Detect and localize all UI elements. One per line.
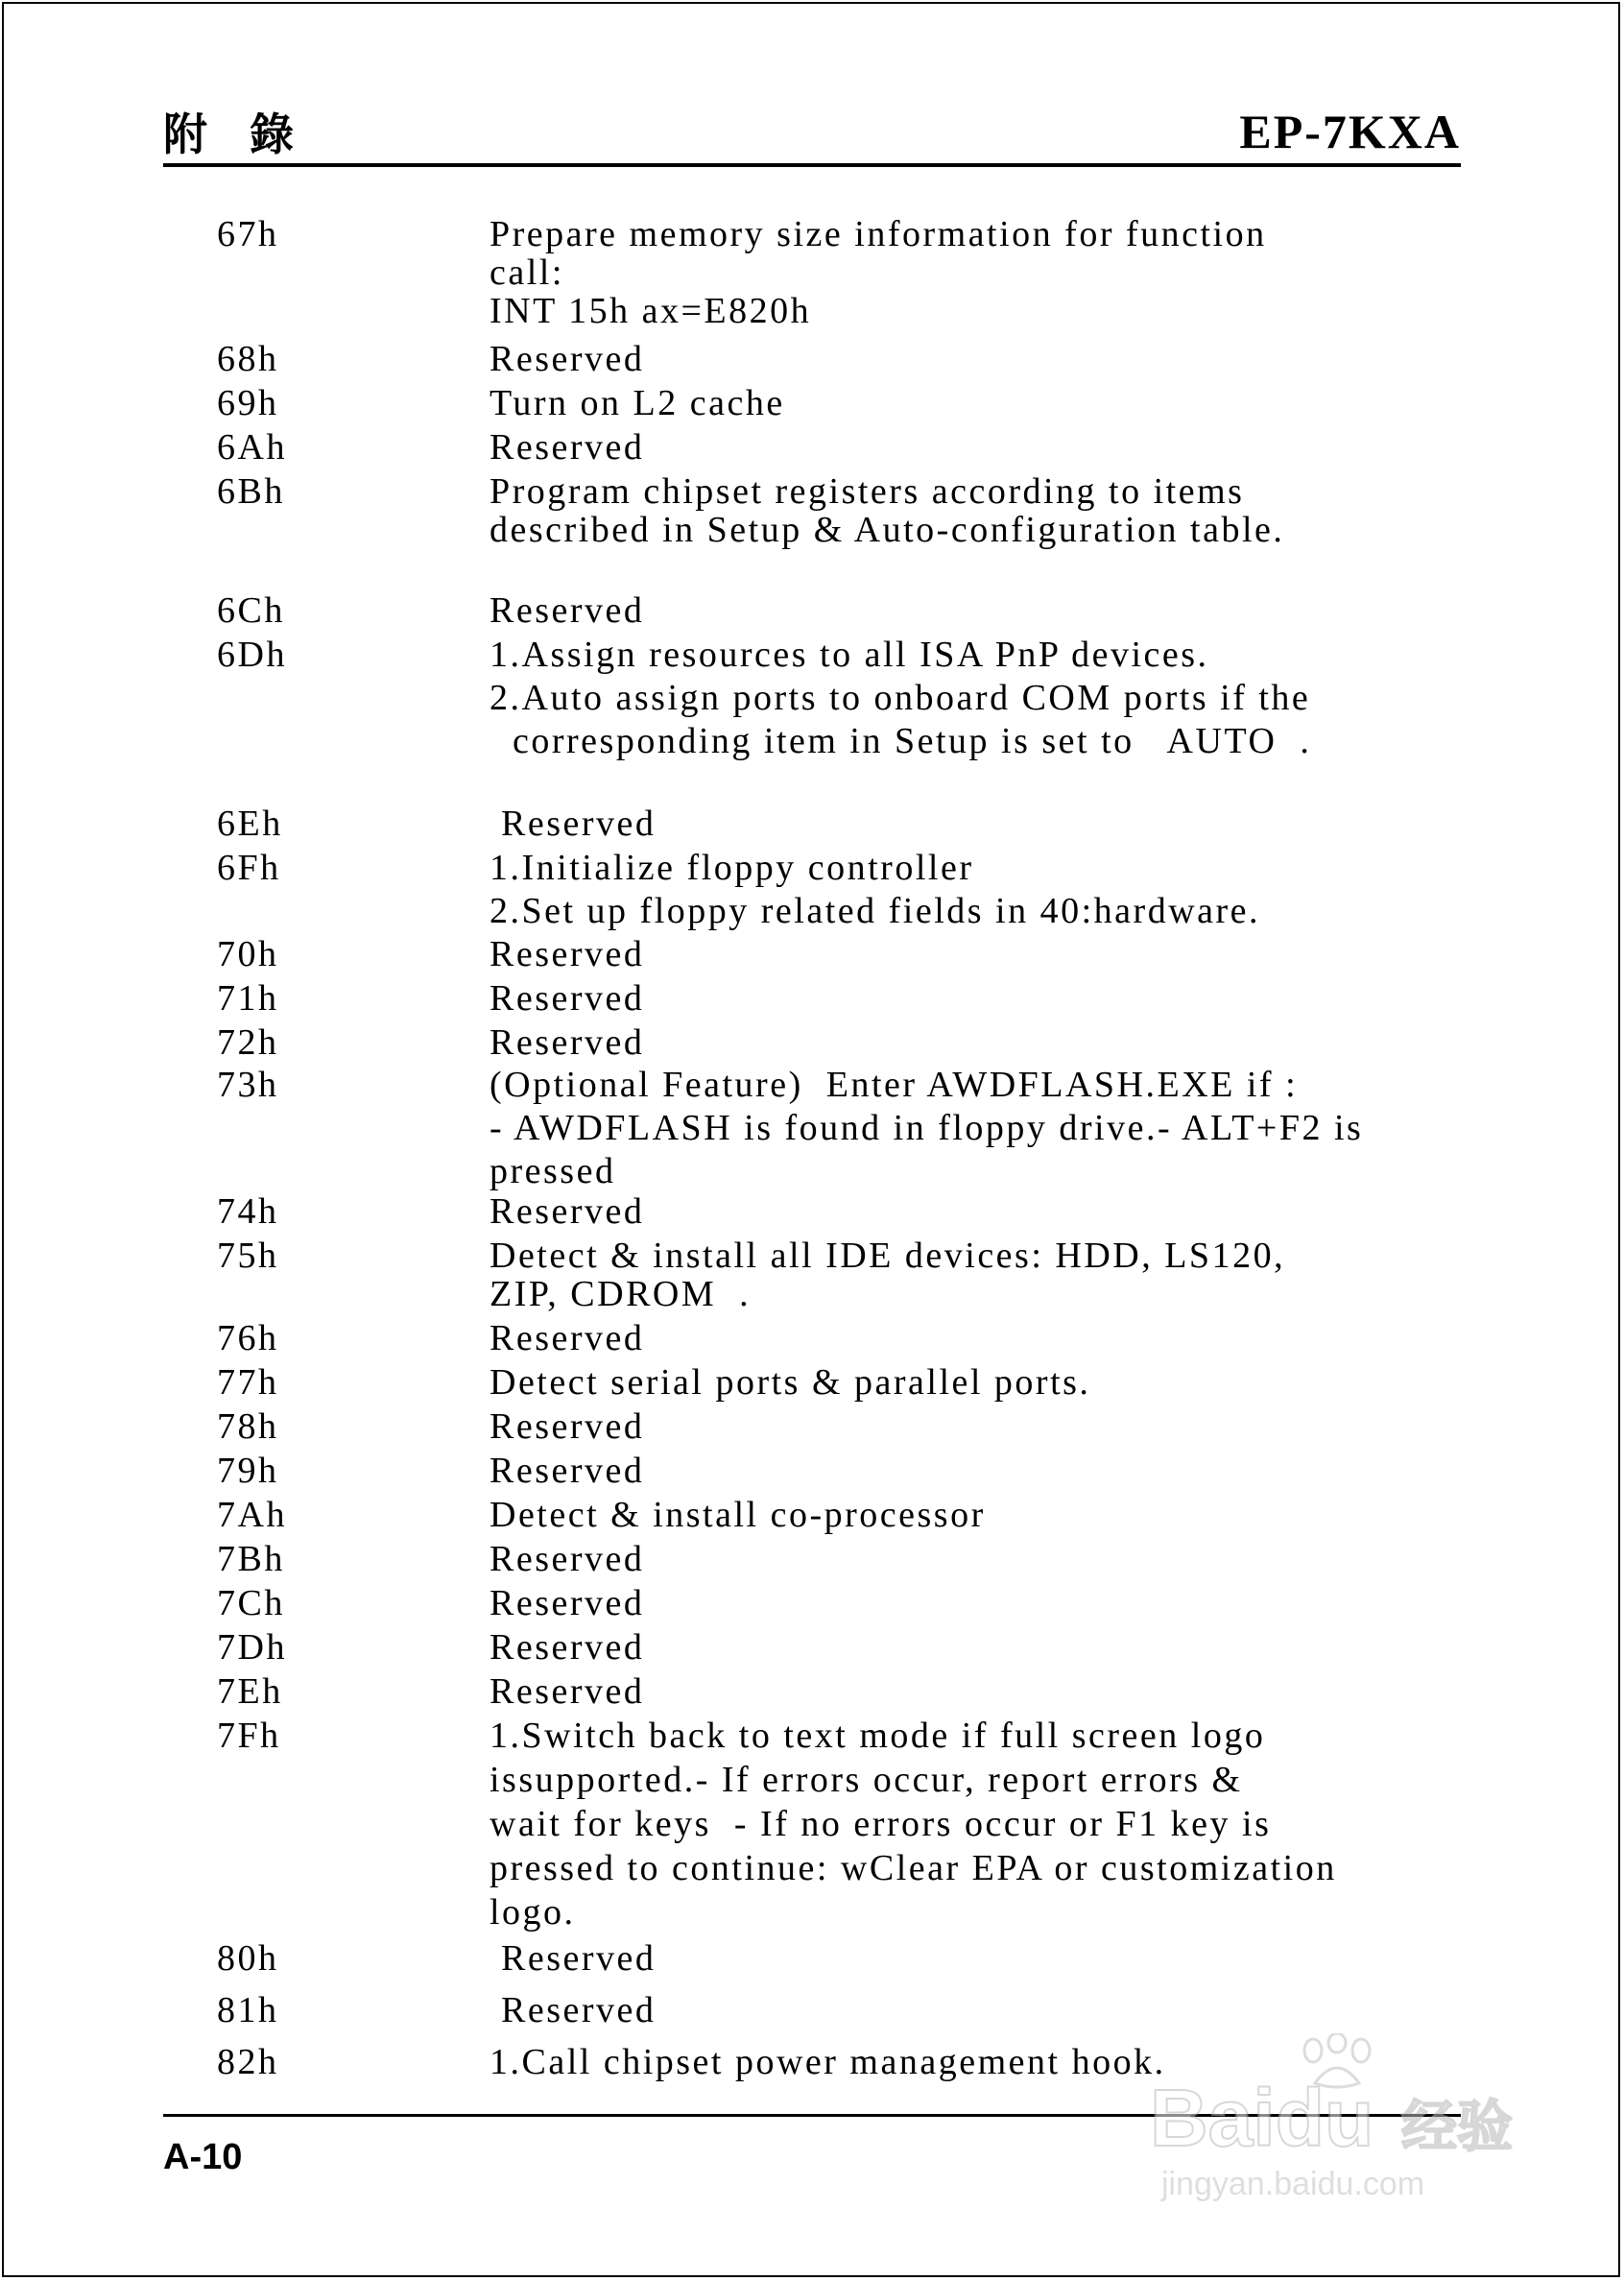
post-description-line: corresponding item in Setup is set to AUTO . — [490, 721, 1312, 761]
post-code: 7Dh — [217, 1627, 287, 1668]
post-description-line: (Optional Feature) Enter AWDFLASH.EXE if : — [490, 1065, 1299, 1105]
post-description-line: Program chipset registers according to items — [490, 471, 1245, 512]
post-description-line: Reserved — [490, 1318, 645, 1358]
post-code: 7Bh — [217, 1539, 285, 1579]
post-description-line: Reserved — [490, 1451, 645, 1491]
section-title: 附 錄 — [163, 108, 308, 160]
post-description-line: Reserved — [490, 339, 645, 379]
post-description-line: Reserved — [490, 1627, 645, 1668]
post-description-line: Reserved — [490, 1539, 645, 1579]
post-description-line: 2.Auto assign ports to onboard COM ports if the — [490, 678, 1311, 718]
post-code: 67h — [217, 214, 279, 254]
post-description-line: call: — [490, 252, 564, 293]
post-description-line: logo. — [490, 1892, 576, 1933]
post-description-line: pressed — [490, 1151, 616, 1191]
post-code: 7Ah — [217, 1495, 287, 1535]
post-description-line: Prepare memory size information for function — [490, 214, 1267, 254]
post-description-line: wait for keys - If no errors occur or F1 key is — [490, 1804, 1272, 1844]
post-code: 68h — [217, 339, 279, 379]
post-description-line: Turn on L2 cache — [490, 383, 785, 423]
post-description-line: Detect & install all IDE devices: HDD, LS120, — [490, 1236, 1286, 1276]
post-code: 79h — [217, 1451, 279, 1491]
post-code: 7Ch — [217, 1583, 285, 1623]
post-code: 6Eh — [217, 804, 283, 844]
post-description-line: issupported.- If errors occur, report errors & — [490, 1760, 1243, 1800]
post-description-line: 1.Call chipset power management hook. — [490, 2042, 1166, 2082]
post-code: 80h — [217, 1938, 279, 1979]
post-description-line: Reserved — [490, 934, 645, 974]
model-name: EP-7KXA — [1239, 105, 1461, 158]
post-code: 69h — [217, 383, 279, 423]
post-description-line: ZIP, CDROM . — [490, 1274, 752, 1314]
post-code: 76h — [217, 1318, 279, 1358]
post-code: 72h — [217, 1022, 279, 1063]
post-description-line: Reserved — [490, 1938, 657, 1979]
post-code: 70h — [217, 934, 279, 974]
post-description-line: INT 15h ax=E820h — [490, 291, 812, 331]
post-code: 71h — [217, 978, 279, 1019]
post-description-line: Reserved — [490, 590, 645, 631]
post-code: 78h — [217, 1406, 279, 1447]
post-code: 6Bh — [217, 471, 285, 512]
watermark-brand: Baidu — [1150, 2073, 1374, 2163]
post-description-line: - AWDFLASH is found in floppy drive.- ALT+F2 is — [490, 1108, 1364, 1148]
post-description-line: 1.Switch back to text mode if full screen logo — [490, 1716, 1266, 1756]
post-description-line: 2.Set up floppy related fields in 40:hardware. — [490, 891, 1261, 931]
post-description-line: pressed to continue: wClear EPA or customization — [490, 1848, 1337, 1888]
post-description-line: Reserved — [490, 1022, 645, 1063]
post-code: 75h — [217, 1236, 279, 1276]
post-code: 77h — [217, 1362, 279, 1403]
post-description-line: Reserved — [490, 804, 657, 844]
post-description-line: Reserved — [490, 1990, 657, 2030]
post-code: 6Dh — [217, 635, 287, 675]
post-description-line: Reserved — [490, 1583, 645, 1623]
post-description-line: 1.Initialize floppy controller — [490, 848, 974, 888]
post-code: 6Ch — [217, 590, 285, 631]
baidu-watermark — [1150, 2033, 1524, 2216]
watermark-url: jingyan.baidu.com — [1161, 2166, 1425, 2202]
post-description-line: Reserved — [490, 1671, 645, 1712]
post-description-line: Reserved — [490, 978, 645, 1019]
page-number: A-10 — [163, 2137, 243, 2177]
post-code: 74h — [217, 1191, 279, 1232]
post-code: 6Fh — [217, 848, 281, 888]
post-description-line: Reserved — [490, 427, 645, 468]
post-code: 6Ah — [217, 427, 287, 468]
post-description-line: 1.Assign resources to all ISA PnP devices. — [490, 635, 1209, 675]
post-description-line: Detect & install co-processor — [490, 1495, 986, 1535]
post-description-line: Reserved — [490, 1406, 645, 1447]
post-code: 82h — [217, 2042, 279, 2082]
post-description-line: described in Setup & Auto-configuration table. — [490, 510, 1285, 550]
post-code: 7Eh — [217, 1671, 283, 1712]
post-code: 7Fh — [217, 1716, 281, 1756]
post-description-line: Reserved — [490, 1191, 645, 1232]
post-description-line: Detect serial ports & parallel ports. — [490, 1362, 1091, 1403]
post-code: 73h — [217, 1065, 279, 1105]
watermark-brand-cn: 经验 — [1401, 2094, 1514, 2159]
post-code: 81h — [217, 1990, 279, 2030]
